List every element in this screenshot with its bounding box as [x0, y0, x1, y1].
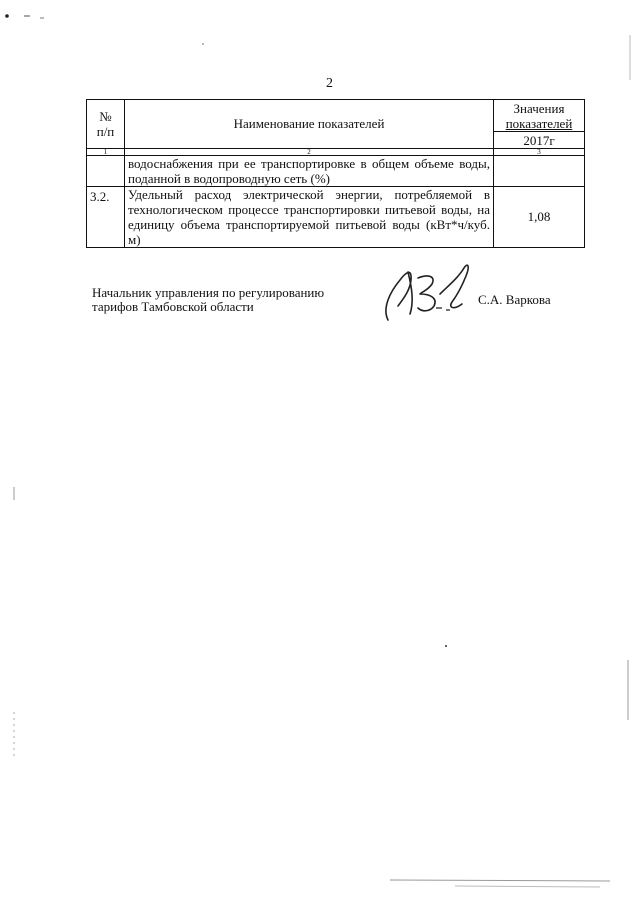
row-number: 3.2.	[87, 187, 125, 248]
signatory-name: С.А. Варкова	[478, 292, 551, 307]
page-number: 2	[326, 76, 333, 91]
header-values-line1: Значения	[513, 100, 565, 116]
row-value: 1,08	[494, 187, 585, 248]
index-cell-3: 3	[494, 149, 585, 156]
index-cell-1: 1	[87, 149, 125, 156]
row-name: водоснабжения при ее транспортировке в общем объеме воды, поданной в водопроводную сеть (%)	[125, 156, 494, 187]
header-number: № п/п	[87, 100, 125, 149]
index-cell-2: 2	[125, 149, 494, 156]
signatory-position-line1: Начальник управления по регулированию	[92, 285, 325, 300]
header-name: Наименование показателей	[125, 100, 494, 149]
row-name: Удельный расход электрической энергии, потребляемой в технологическом процессе транспортировки питьевой воды, на единицу объема транспортируемой питьевой воды (кВт*ч/куб. м)	[125, 187, 494, 248]
header-year: 2017г	[494, 132, 585, 149]
signatory-position-line2: тарифов Тамбовской области	[92, 299, 254, 314]
header-values-line2: показателей	[505, 115, 573, 131]
